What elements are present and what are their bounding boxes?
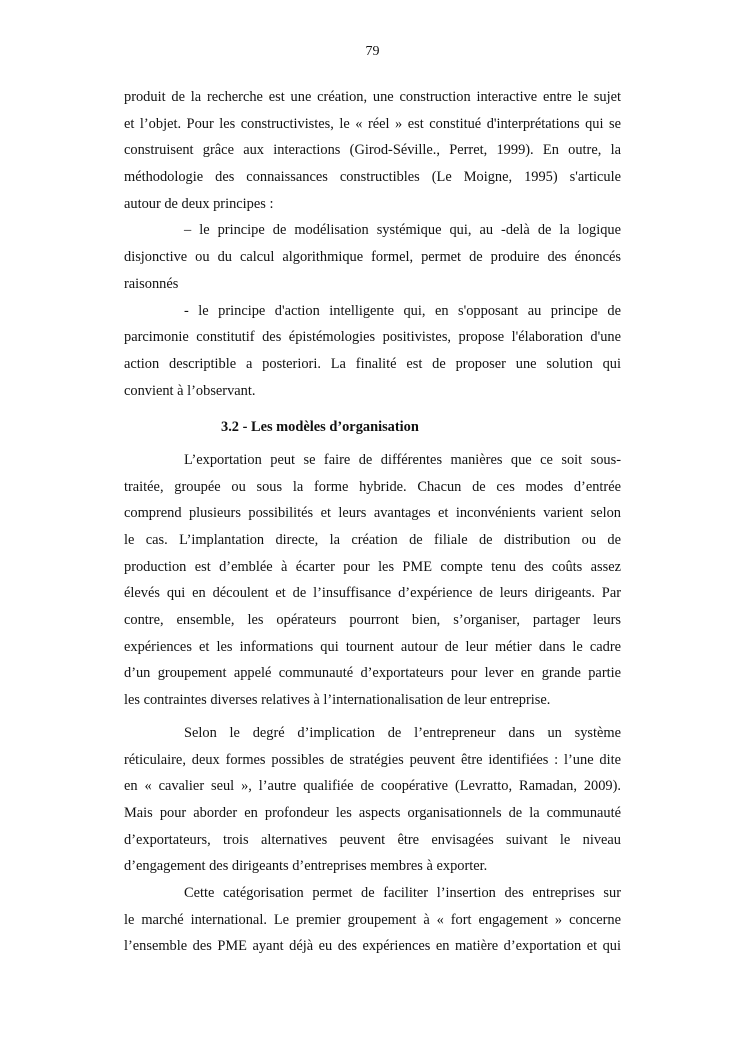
- text-line: raisonnés: [124, 275, 179, 292]
- text-line: Selon le degré d’implication de l’entrepreneur dans un système: [184, 724, 621, 741]
- text-line: d’un groupement appelé communauté d’exportateurs pour lever en grande partie: [124, 665, 621, 682]
- text-line: – le principe de modélisation systémique qui, au -delà de la logique: [184, 222, 621, 239]
- text-line: Mais pour aborder en profondeur les aspects organisationnels de la communauté: [124, 804, 621, 821]
- paragraph-principle-modelisation: [124, 217, 621, 297]
- text-line: parcimonie constitutif des épistémologies positivistes, propose l'élaboration d'une: [124, 329, 621, 346]
- text-line: construisent grâce aux interactions (Girod-Séville., Perret, 1999). En outre, la: [124, 142, 621, 159]
- text-line: L’exportation peut se faire de différentes manières que ce soit sous-: [184, 451, 621, 468]
- text-line: le marché international. Le premier groupement à « fort engagement » concerne: [124, 911, 621, 928]
- paragraph-categorisation: [124, 880, 621, 960]
- text-line: autour de deux principes :: [124, 195, 274, 212]
- text-line: comprend plusieurs possibilités et leurs avantages et inconvénients varient selon: [124, 505, 621, 522]
- text-line: Cette catégorisation permet de faciliter l’insertion des entreprises sur: [184, 884, 621, 901]
- text-line: produit de la recherche est une création, une construction interactive entre le sujet: [124, 89, 621, 105]
- text-line: l’ensemble des PME ayant déjà eu des expériences en matière d’exportation et qui: [124, 938, 621, 955]
- text-line: et l’objet. Pour les constructivistes, le « réel » est constitué d'interprétations qui se: [124, 115, 621, 132]
- paragraph-exportation: [124, 447, 621, 714]
- text-line: élevés qui en découlent et de l’insuffisance d’expérience de leurs dirigeants. Par: [124, 585, 621, 602]
- paragraph-intro: [124, 84, 621, 217]
- text-line: le cas. L’implantation directe, la création de filiale de distribution ou de: [124, 532, 621, 548]
- text-line: en « cavalier seul », l’autre qualifiée de coopérative (Levratto, Ramadan, 2009).: [124, 778, 621, 795]
- text-line: réticulaire, deux formes possibles de stratégies peuvent être identifiées : l’une dite: [124, 751, 621, 768]
- text-line: d’engagement des dirigeants d’entreprises membres à exporter.: [124, 858, 488, 875]
- text-line: traitée, groupée ou sous la forme hybride. Chacun de ces modes d’entrée: [124, 478, 621, 495]
- text-line: action descriptible a posteriori. La finalité est de proposer une solution qui: [124, 355, 621, 372]
- text-line: contre, ensemble, les opérateurs pourront bien, s’organiser, partager leurs: [124, 612, 621, 629]
- text-line: disjonctive ou du calcul algorithmique formel, permet de produire des énoncés: [124, 249, 621, 266]
- section-heading: 3.2 - Les modèles d’organisation: [221, 419, 419, 436]
- text-line: expériences et les informations qui tournent autour de leur métier dans le cadre: [124, 638, 621, 655]
- page-number: 79: [365, 44, 380, 59]
- text-line: méthodologie des connaissances constructibles (Le Moigne, 1995) s'articule: [124, 169, 621, 186]
- text-line: production est d’emblée à écarter pour les PME compte tenu des coûts assez: [124, 558, 621, 575]
- text-line: les contraintes diverses relatives à l’internationalisation de leur entreprise.: [124, 692, 551, 709]
- text-line: - le principe d'action intelligente qui, en s'opposant au principe de: [184, 302, 621, 319]
- text-line: convient à l’observant.: [124, 382, 256, 399]
- page-body: [124, 84, 621, 960]
- text-line: d’exportateurs, trois alternatives peuvent être envisagées suivant le niveau: [124, 831, 621, 848]
- paragraph-principle-action: [124, 298, 621, 405]
- paragraph-strategies: [124, 720, 621, 880]
